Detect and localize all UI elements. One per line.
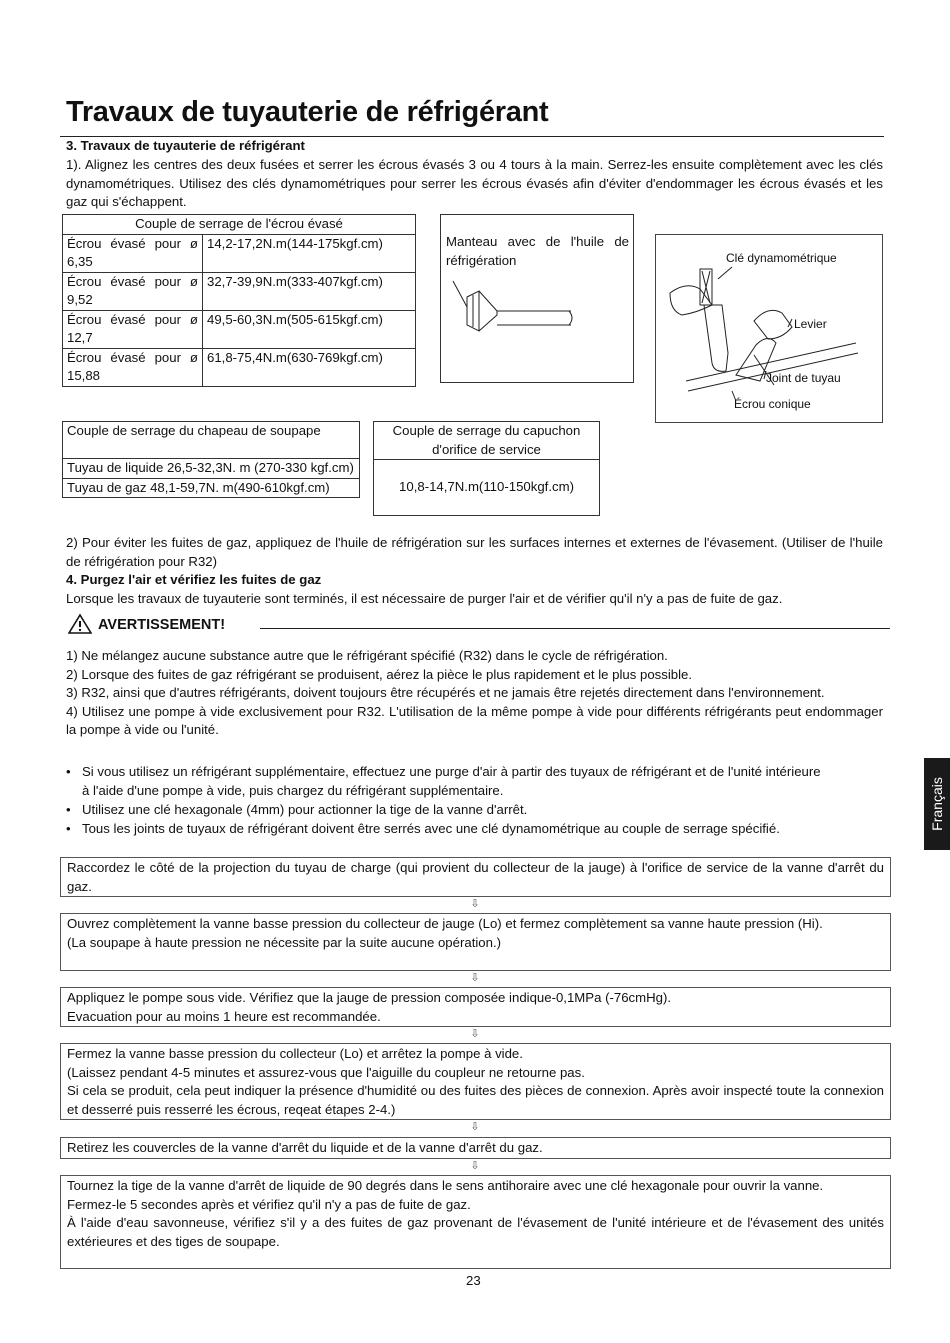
step-line: Fermez-le 5 secondes après et vérifiez qu'il n'y a pas de fuite de gaz. [67,1196,471,1212]
warning-item: 1) Ne mélangez aucune substance autre que le réfrigérant spécifié (R32) dans le cycle de réfrigération. [66,648,668,663]
torque-value-cell: 32,7-39,9N.m(333-407kgf.cm) [203,272,416,310]
section3-heading: 3. Travaux de tuyauterie de réfrigérant [66,138,305,153]
procedure-step-5 [60,1137,891,1159]
section4-intro: Lorsque les travaux de tuyauterie sont terminés, il est nécessaire de purger l'air et de vérifier qu'il n'y a pas de fuite de gaz. [66,591,783,606]
torque-size-cell: Écrou évasé pour ø 15,88 [63,348,203,386]
language-label: Français [929,777,945,831]
bullet-text: Utilisez une clé hexagonale (4mm) pour actionner la tige de la vanne d'arrêt. [82,802,528,817]
service-cap-torque-table [373,421,600,516]
pipe-joint-label: Joint de tuyau [766,371,841,385]
step-line: Evacuation pour au moins 1 heure est recommandée. [67,1008,381,1024]
step-line: Tournez la tige de la vanne d'arrêt de liquide de 90 degrés dans le sens antihoraire avec une clé hexagonale pour ouvrir la vanne. [67,1178,824,1193]
step-line: Appliquez le pompe sous vide. Vérifiez que la jauge de pression composée indique-0,1MPa (-76cmHg). [67,990,672,1005]
procedure-step-4 [60,1043,891,1120]
page-title: Travaux de tuyauterie de réfrigérant [66,96,549,128]
language-side-tab [924,758,950,850]
oil-figure-label: Manteau avec de l'huile de réfrigération [446,234,629,268]
bullet-item [66,801,527,820]
bullet-item [66,820,780,839]
warning-item: 3) R32, ainsi que d'autres réfrigérants, doivent toujours être récupérés et ne jamais être rejetés directement dans l'environnement. [66,685,825,700]
bullet-glyph: • [66,821,71,836]
flare-pipe-illustration [441,215,635,384]
down-arrow-icon: ⇩ [470,1028,480,1040]
section4-heading: 4. Purgez l'air et vérifiez les fuites de gaz [66,572,322,587]
torque-wrench-figure [655,234,883,423]
oil-instruction-paragraph: 2) Pour éviter les fuites de gaz, appliquez de l'huile de réfrigération sur les surfaces internes et externes de l'évasement. (Utiliser de l'huile de réfrigération pour R32) [66,535,883,569]
torque-size-cell: Écrou évasé pour ø 6,35 [63,234,203,272]
service-cap-header: Couple de serrage du capuchon d'orifice de service [374,422,600,460]
valve-cap-gas: Tuyau de gaz 48,1-59,7N. m(490-610kgf.cm) [63,478,360,498]
step-line: Retirez les couvercles de la vanne d'arrêt du liquide et de la vanne d'arrêt du gaz. [67,1140,543,1155]
torque-table-header: Couple de serrage de l'écrou évasé [63,215,416,235]
warning-item: 2) Lorsque des fuites de gaz réfrigérant se produisent, aérez la pièce le plus rapidement et le plus possible. [66,666,693,682]
valve-cap-torque-table [62,421,360,498]
lever-label: Levier [794,317,827,331]
torque-size-cell: Écrou évasé pour ø 12,7 [63,310,203,348]
step-line: Fermez la vanne basse pression du collecteur (Lo) et arrêtez la pompe à vide. [67,1046,523,1061]
step-line: Ouvrez complètement la vanne basse pression du collecteur de jauge (Lo) et fermez complètement sa vanne haute pression (Hi). [67,916,823,931]
bullet-text: Tous les joints de tuyaux de réfrigérant doivent être serrés avec une clé dynamométrique au couple de serrage spécifié. [82,821,780,836]
step-line: (Laissez pendant 4-5 minutes et assurez-vous que l'aiguille du coupleur ne retourne pas. [67,1064,585,1080]
table-row [63,234,416,272]
valve-cap-header: Couple de serrage du chapeau de soupape [63,422,360,459]
torque-size-cell: Écrou évasé pour ø 9,52 [63,272,203,310]
down-arrow-icon: ⇩ [470,972,480,984]
flare-nut-torque-table [62,214,416,387]
procedure-step-3 [60,987,891,1027]
section3-intro: 1). Alignez les centres des deux fusées et serrer les écrous évasés 3 ou 4 tours à la main. Serrez-les ensuite complètement avec les clés dynamométriques. Utilisez des clés dynamométriques pour serrer les écrous évasés afin d'éviter d'endommager les écrous évasés et les gaz qui s'échappent. [66,157,883,209]
step-line: (La soupape à haute pression ne nécessite par la suite aucune opération.) [67,934,502,950]
oil-coating-figure [440,214,634,383]
step-line: Raccordez le côté de la projection du tuyau de charge (qui provient du collecteur de la jauge) à l'orifice de service de la vanne d'arrêt du gaz. [67,860,884,894]
warning-divider [260,628,890,629]
down-arrow-icon: ⇩ [470,898,480,910]
page-number: 23 [466,1273,481,1288]
procedure-step-6 [60,1175,891,1269]
step-line: Si cela se produit, cela peut indiquer la présence d'humidité ou des fuites des pièces de connexion. Après avoir inspecté toute la connexion et desserré puis resserré les écrous, reqeat étapes 2-4.) [67,1083,884,1117]
wrench-label: Clé dynamométrique [726,251,837,265]
torque-value-cell: 49,5-60,3N.m(505-615kgf.cm) [203,310,416,348]
bullet-item [66,763,883,782]
warning-list [66,647,883,740]
warning-item: 4) Utilisez une pompe à vide exclusivement pour R32. L'utilisation de la même pompe à vide pour différents réfrigérants peut endommager la pompe à vide ou l'unité. [66,703,883,737]
warning-triangle-icon [68,613,92,635]
valve-cap-liquid: Tuyau de liquide 26,5-32,3N. m (270-330 kgf.cm) [63,459,360,479]
table-row [63,348,416,386]
torque-value-cell: 14,2-17,2N.m(144-175kgf.cm) [203,234,416,272]
flare-nut-label: Écrou conique [734,397,811,411]
torque-value-cell: 61,8-75,4N.m(630-769kgf.cm) [203,348,416,386]
down-arrow-icon: ⇩ [470,1121,480,1133]
bullet-glyph: • [66,802,71,817]
warning-label: AVERTISSEMENT! [98,617,226,633]
bullet-glyph: • [66,764,71,779]
service-cap-value: 10,8-14,7N.m(110-150kgf.cm) [374,460,600,516]
bullet-item-continued [66,782,503,801]
procedure-step-1 [60,857,891,897]
step-line: À l'aide d'eau savonneuse, vérifiez s'il y a des fuites de gaz provenant de l'évasement de l'unité intérieure et de l'évasement des unités extérieures et des tiges de soupape. [67,1215,884,1249]
table-row [63,272,416,310]
table-row [63,310,416,348]
down-arrow-icon: ⇩ [470,1160,480,1172]
bullet-text: à l'aide d'une pompe à vide, puis chargez du réfrigérant supplémentaire. [82,783,504,798]
bullet-text: Si vous utilisez un réfrigérant supplémentaire, effectuez une purge d'air à partir des tuyaux de réfrigérant et de l'unité intérieure [82,764,821,779]
procedure-step-2 [60,913,891,971]
